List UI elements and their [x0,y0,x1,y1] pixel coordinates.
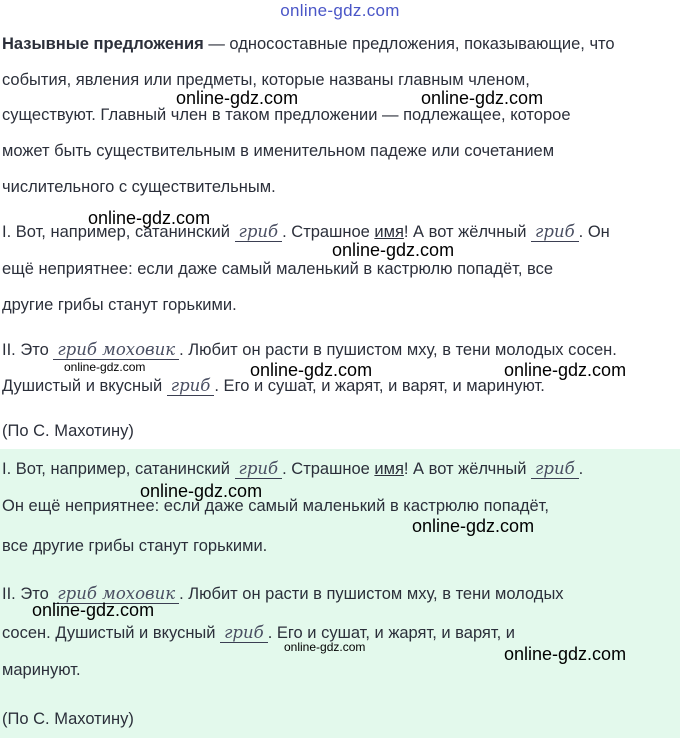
watermark: online-gdz.com [176,88,299,108]
exercise-p1-line-2: ещё неприятнее: если даже самый маленький в кастрюлю попадёт, все [2,260,554,278]
answer-source: (По С. Махотину) [2,710,134,728]
handwritten-word: гриб [235,223,283,242]
handwritten-word: гриб [235,460,283,479]
underlined-word: имя [374,460,404,478]
underlined-word: имя [374,223,404,241]
top-watermark: online-gdz.com [280,1,400,20]
watermark: online-gdz.com [504,360,627,380]
answer-p2-line-1: II. Это гриб моховик . Любит он расти в пушистом мху, в тени молодых [2,584,564,603]
answer-p2-line-2: сосен. Душистый и вкусный гриб . Его и сушат, и жарят, и варят, и [2,623,515,642]
answer-p1-line-2: Он ещё неприятнее: если даже самый маленький в кастрюлю попадёт, [2,497,549,515]
handwritten-word: гриб [220,624,268,643]
handwritten-phrase: гриб моховик [53,585,179,604]
answer-p1-line-1: I. Вот, например, сатанинский гриб . Страшное имя! А вот жёлчный гриб . [2,459,584,478]
theory-line-3: существуют. Главный член в таком предложении — подлежащее, которое [2,106,571,124]
watermark: online-gdz.com [412,516,535,536]
watermark: online-gdz.com [421,88,544,108]
exercise-p2-line-1: II. Это гриб моховик . Любит он расти в пушистом мху, в тени молодых сосен. [2,340,617,359]
watermark: online-gdz.com [32,600,155,620]
handwritten-word: гриб [531,460,579,479]
handwritten-phrase: гриб моховик [53,341,179,360]
answer-p1-line-3: все другие грибы станут горькими. [2,537,268,555]
exercise-source: (По С. Махотину) [2,422,134,440]
exercise-p1-line-3: другие грибы станут горькими. [2,296,237,314]
watermark: online-gdz.com [64,360,146,374]
handwritten-word: гриб [167,377,215,396]
theory-line-2: события, явления или предметы, которые названы главным членом, [2,71,530,89]
theory-line-1: Назывные предложения — односоставные предложения, показывающие, что [2,35,615,53]
watermark: online-gdz.com [332,240,455,260]
watermark: online-gdz.com [88,208,211,228]
theory-line-4: может быть существительным в именительном падеже или сочетанием [2,142,555,160]
exercise-p2-line-2: Душистый и вкусный гриб . Его и сушат, и жарят, и варят, и маринуют. [2,376,545,395]
answer-p2-line-3: маринуют. [2,661,81,679]
watermark: online-gdz.com [140,481,263,501]
watermark: online-gdz.com [504,644,627,664]
answer-block [0,449,680,738]
handwritten-word: гриб [531,223,579,242]
theory-line-5: числительного с существительным. [2,178,276,196]
watermark: online-gdz.com [284,640,366,654]
watermark: online-gdz.com [250,360,373,380]
exercise-p1-line-1: I. Вот, например, сатанинский гриб . Страшное имя! А вот жёлчный гриб . Он [2,222,610,241]
term: Назывные предложения [2,35,204,53]
